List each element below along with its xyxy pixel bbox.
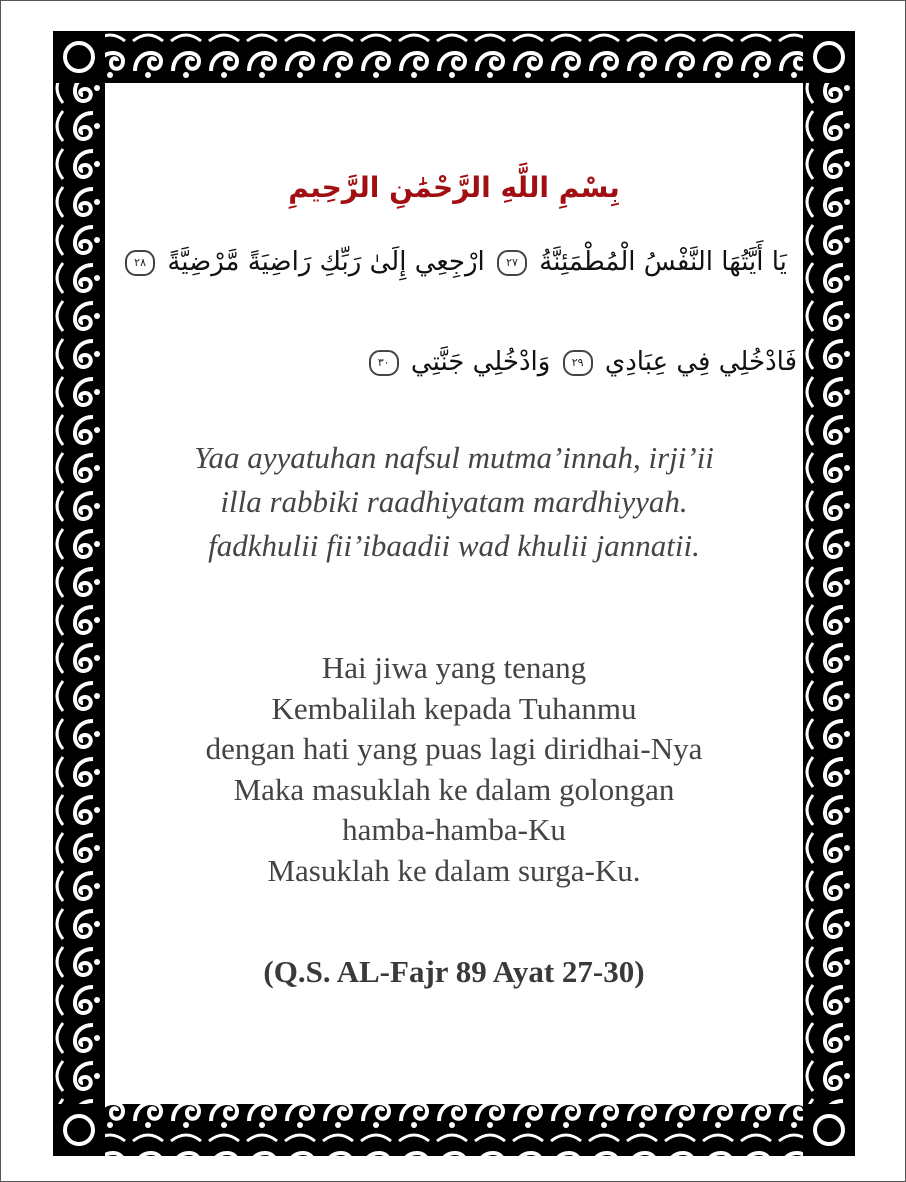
content-area — [111, 151, 797, 1051]
transliteration-line: fadkhulii fii’ibaadii wad khulii jannatii. — [208, 528, 700, 563]
arabic-verse-29: فَادْخُلِي فِي عِبَادِي — [604, 347, 797, 377]
surah-reference: (Q.S. AL-Fajr 89 Ayat 27-30) — [263, 954, 645, 989]
ayah-marker-30: ٣٠ — [369, 350, 399, 376]
translation-line: dengan hati yang puas lagi diridhai-Nya — [205, 731, 703, 766]
arabic-verse-line-2 — [111, 347, 797, 377]
transliteration-line: Yaa ayyatuhan nafsul mutma’innah, irji’ii — [194, 440, 714, 475]
ayah-marker-27: ٢٧ — [497, 250, 527, 276]
transliteration-line: illa rabbiki raadhiyatam mardhiyyah. — [220, 484, 688, 519]
translation — [111, 648, 797, 891]
arabic-verse-28: ارْجِعِي إِلَىٰ رَبِّكِ رَاضِيَةً مَّرْضِيَّةً — [167, 247, 485, 277]
translation-line: hamba-hamba-Ku — [342, 812, 566, 847]
translation-line: Maka masuklah ke dalam golongan — [233, 771, 675, 807]
arabic-verse-30: وَادْخُلِي جَنَّتِي — [410, 347, 551, 377]
translation-line: Masuklah ke dalam surga-Ku. — [267, 852, 641, 888]
basmala: بِسْمِ اللَّهِ الرَّحْمَٰنِ الرَّحِيمِ — [288, 171, 620, 204]
arabic-verse-27: يَا أَيَّتُهَا النَّفْسُ الْمُطْمَئِنَّةُ — [539, 247, 787, 277]
arabic-verse-line-1 — [111, 247, 797, 277]
transliteration — [111, 436, 797, 568]
translation-line: Hai jiwa yang tenang — [321, 650, 587, 685]
ayah-marker-28: ٢٨ — [125, 250, 155, 276]
ayah-marker-29: ٢٩ — [563, 350, 593, 376]
translation-line: Kembalilah kepada Tuhanmu — [271, 690, 637, 726]
